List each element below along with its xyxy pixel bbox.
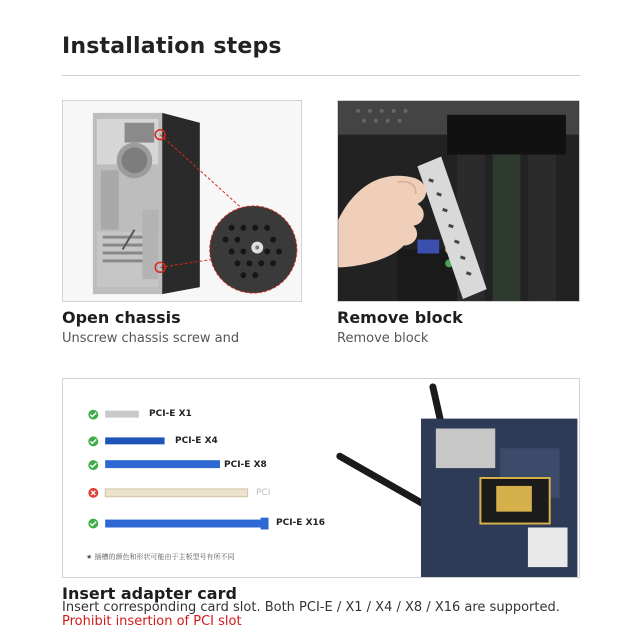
slot-footnote: ★ 插槽的颜色和形状可能由于主板型号有所不同 <box>86 553 235 561</box>
step1-title: Open chassis <box>62 308 181 327</box>
slot-and-card-illustration <box>63 379 579 577</box>
step2-title: Remove block <box>337 308 463 327</box>
step2-subtitle: Remove block <box>337 331 429 346</box>
step3-description: Insert corresponding card slot. Both PCI-E / X1 / X4 / X8 / X16 are supported. <box>62 600 560 615</box>
page-title: Installation steps <box>62 34 282 59</box>
step1-subtitle: Unscrew chassis screw and <box>62 331 240 346</box>
slot-label-x16: PCI-E X16 <box>276 518 326 528</box>
slot-x1-ok-icon <box>88 410 98 420</box>
slot-label-x8: PCI-E X8 <box>224 460 267 470</box>
slot-x8-ok-icon <box>88 460 98 470</box>
slot-pci-no-icon <box>88 488 98 498</box>
insert-card-panel <box>62 378 580 578</box>
slot-x16-ok-icon <box>88 519 98 529</box>
title-divider <box>62 75 580 76</box>
bracket-removal-illustration <box>338 101 579 301</box>
slot-x4-ok-icon <box>88 436 98 446</box>
step3-warning: Prohibit insertion of PCI slot <box>62 614 242 629</box>
step3-title: Insert adapter card <box>62 584 237 603</box>
slot-label-pci: PCI <box>256 488 271 498</box>
chassis-illustration <box>63 101 301 301</box>
remove-block-photo <box>337 100 580 302</box>
slot-label-x4: PCI-E X4 <box>175 436 218 446</box>
slot-label-x1: PCI-E X1 <box>149 409 192 419</box>
open-chassis-photo <box>62 100 302 302</box>
